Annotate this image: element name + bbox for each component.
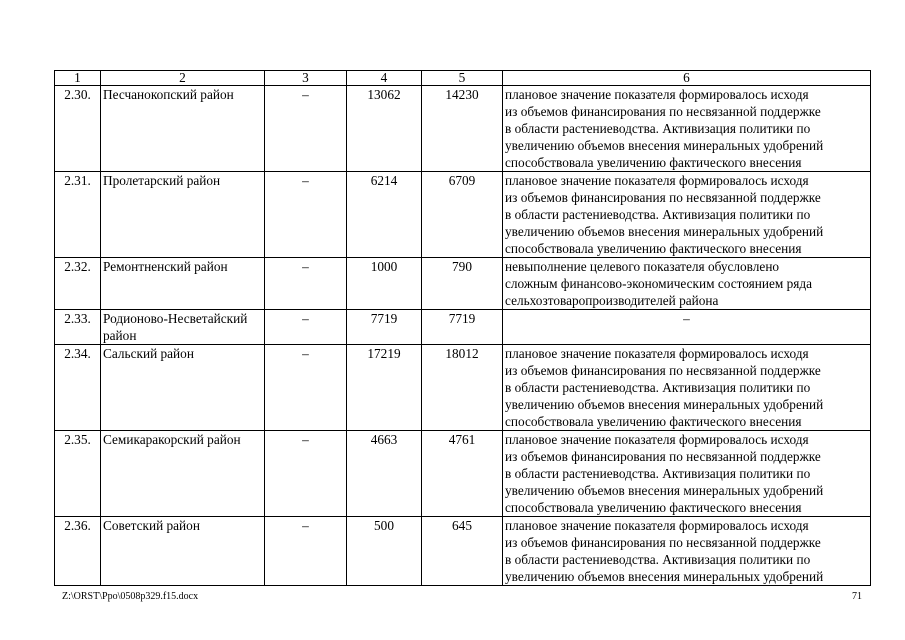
- header-cell: 6: [503, 71, 871, 86]
- actual-value: 4761: [422, 431, 503, 517]
- actual-value: 645: [422, 517, 503, 586]
- column-3-value: –: [265, 258, 347, 310]
- comment-line: из объемов финансирования по несвязанной поддержке: [505, 104, 821, 119]
- table-row: [55, 517, 871, 586]
- comment-cell: [503, 431, 871, 517]
- comment-line: способствовала увеличению фактического внесения: [505, 414, 802, 429]
- table-row: [55, 310, 871, 345]
- district-name: Песчанокопский район: [101, 86, 265, 172]
- actual-value: 14230: [422, 86, 503, 172]
- district-name: Советский район: [101, 517, 265, 586]
- actual-value: 790: [422, 258, 503, 310]
- comment-line: плановое значение показателя формировалось исходя: [505, 432, 809, 447]
- district-name: Родионово-Несветайский район: [101, 310, 265, 345]
- row-number: 2.33.: [55, 310, 101, 345]
- comment-line: из объемов финансирования по несвязанной поддержке: [505, 190, 821, 205]
- comment-line: плановое значение показателя формировалось исходя: [505, 518, 809, 533]
- column-3-value: –: [265, 172, 347, 258]
- header-cell: 5: [422, 71, 503, 86]
- planned-value: 4663: [347, 431, 422, 517]
- table-row: [55, 86, 871, 172]
- comment-cell: [503, 310, 871, 345]
- comment-cell: [503, 517, 871, 586]
- comment-line: способствовала увеличению фактического внесения: [505, 500, 802, 515]
- comment-line: способствовала увеличению фактического внесения: [505, 155, 802, 170]
- comment-line: в области растениеводства. Активизация политики по: [505, 466, 811, 481]
- comment-cell: [503, 86, 871, 172]
- row-number: 2.31.: [55, 172, 101, 258]
- comment-line: увеличению объемов внесения минеральных удобрений: [505, 397, 824, 412]
- actual-value: 7719: [422, 310, 503, 345]
- comment-cell: [503, 345, 871, 431]
- comment-line: в области растениеводства. Активизация политики по: [505, 121, 811, 136]
- district-name: Семикаракорский район: [101, 431, 265, 517]
- page-number: 71: [852, 591, 862, 602]
- actual-value: 18012: [422, 345, 503, 431]
- district-name: Сальский район: [101, 345, 265, 431]
- table-row: [55, 345, 871, 431]
- comment-line: невыполнение целевого показателя обусловлено: [505, 259, 780, 274]
- planned-value: 17219: [347, 345, 422, 431]
- planned-value: 13062: [347, 86, 422, 172]
- comment-line: сложным финансово-экономическим состоянием ряда: [505, 276, 813, 291]
- row-number: 2.36.: [55, 517, 101, 586]
- header-cell: 3: [265, 71, 347, 86]
- column-3-value: –: [265, 86, 347, 172]
- comment-cell: [503, 172, 871, 258]
- comment-line: в области растениеводства. Активизация политики по: [505, 552, 811, 567]
- row-number: 2.32.: [55, 258, 101, 310]
- comment-line: увеличению объемов внесения минеральных удобрений: [505, 569, 824, 584]
- document-table: [54, 70, 871, 586]
- actual-value: 6709: [422, 172, 503, 258]
- row-number: 2.30.: [55, 86, 101, 172]
- planned-value: 6214: [347, 172, 422, 258]
- comment-line: –: [683, 311, 690, 326]
- table-row: [55, 431, 871, 517]
- comment-line: из объемов финансирования по несвязанной поддержке: [505, 449, 821, 464]
- comment-line: в области растениеводства. Активизация политики по: [505, 380, 811, 395]
- header-cell: 4: [347, 71, 422, 86]
- comment-line: плановое значение показателя формировалось исходя: [505, 87, 809, 102]
- table-row: [55, 172, 871, 258]
- column-3-value: –: [265, 517, 347, 586]
- row-number: 2.35.: [55, 431, 101, 517]
- planned-value: 1000: [347, 258, 422, 310]
- comment-cell: [503, 258, 871, 310]
- column-3-value: –: [265, 345, 347, 431]
- header-cell: 1: [55, 71, 101, 86]
- table-row: [55, 258, 871, 310]
- footer-file-path: Z:\ORST\Ppo\0508p329.f15.docx: [62, 591, 199, 602]
- planned-value: 7719: [347, 310, 422, 345]
- planned-value: 500: [347, 517, 422, 586]
- district-name: Ремонтненский район: [101, 258, 265, 310]
- comment-line: увеличению объемов внесения минеральных удобрений: [505, 138, 824, 153]
- comment-line: увеличению объемов внесения минеральных удобрений: [505, 483, 824, 498]
- comment-line: из объемов финансирования по несвязанной поддержке: [505, 363, 821, 378]
- district-name: Пролетарский район: [101, 172, 265, 258]
- comment-line: увеличению объемов внесения минеральных удобрений: [505, 224, 824, 239]
- comment-line: из объемов финансирования по несвязанной поддержке: [505, 535, 821, 550]
- comment-line: способствовала увеличению фактического внесения: [505, 241, 802, 256]
- column-3-value: –: [265, 431, 347, 517]
- comment-line: плановое значение показателя формировалось исходя: [505, 173, 809, 188]
- comment-line: сельхозтоваропроизводителей района: [505, 293, 719, 308]
- table-header-row: [55, 71, 871, 86]
- comment-line: плановое значение показателя формировалось исходя: [505, 346, 809, 361]
- column-3-value: –: [265, 310, 347, 345]
- header-cell: 2: [101, 71, 265, 86]
- row-number: 2.34.: [55, 345, 101, 431]
- comment-line: в области растениеводства. Активизация политики по: [505, 207, 811, 222]
